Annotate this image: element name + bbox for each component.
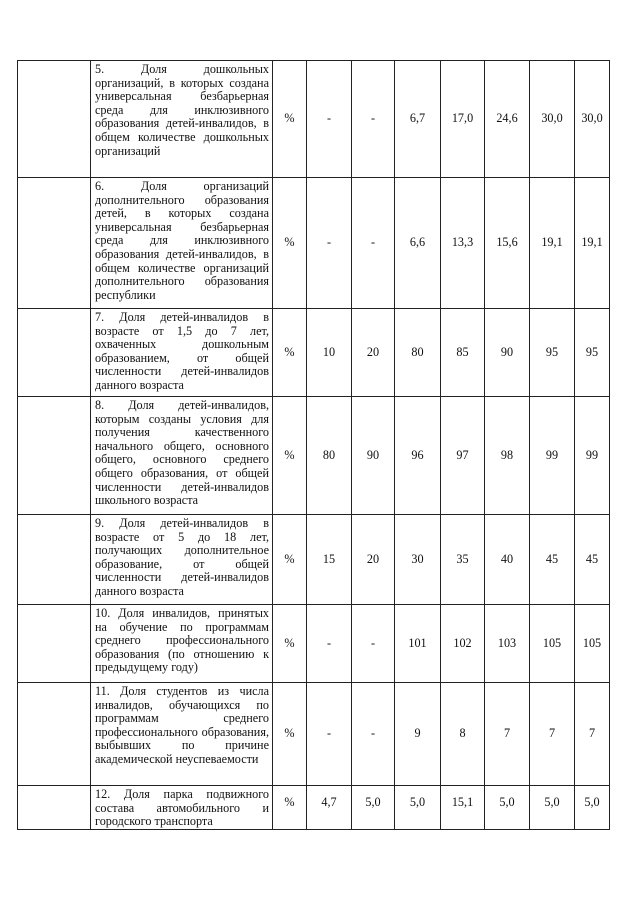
value-cell: 30 bbox=[395, 515, 441, 605]
value-cell: 95 bbox=[530, 309, 575, 397]
value-cell: 15 bbox=[307, 515, 352, 605]
value-cell: 98 bbox=[485, 397, 530, 515]
value-cell: 85 bbox=[441, 309, 485, 397]
empty-cell bbox=[18, 397, 91, 515]
unit-cell: % bbox=[273, 178, 307, 309]
indicator-name-cell: 8. Доля детей-инвалидов, которым созданы условия для получения качественного начального общего, основного общего, основного среднего общего образования, от общей численности детей-инвалидов школьного возраста bbox=[91, 397, 273, 515]
value-cell: 7 bbox=[485, 683, 530, 786]
table-row bbox=[18, 515, 610, 605]
value-cell: 30,0 bbox=[575, 61, 610, 178]
value-cell: 5,0 bbox=[395, 786, 441, 830]
empty-cell bbox=[18, 683, 91, 786]
value-cell: 90 bbox=[352, 397, 395, 515]
value-cell: 102 bbox=[441, 605, 485, 683]
value-cell: - bbox=[307, 605, 352, 683]
value-cell: 80 bbox=[307, 397, 352, 515]
value-cell: 5,0 bbox=[485, 786, 530, 830]
unit-cell: % bbox=[273, 515, 307, 605]
value-cell: 80 bbox=[395, 309, 441, 397]
indicator-name-cell: 9. Доля детей-инвалидов в возрасте от 5 до 18 лет, получающих дополнительное образование, от общей численности детей-инвалидов данного возраста bbox=[91, 515, 273, 605]
value-cell: 101 bbox=[395, 605, 441, 683]
value-cell: 5,0 bbox=[575, 786, 610, 830]
table-row bbox=[18, 786, 610, 830]
value-cell: 45 bbox=[530, 515, 575, 605]
value-cell: - bbox=[352, 61, 395, 178]
empty-cell bbox=[18, 178, 91, 309]
value-cell: 103 bbox=[485, 605, 530, 683]
indicator-name-cell: 12. Доля парка подвижного состава автомобильного и городского транспорта bbox=[91, 786, 273, 830]
value-cell: 10 bbox=[307, 309, 352, 397]
value-cell: 40 bbox=[485, 515, 530, 605]
value-cell: 19,1 bbox=[530, 178, 575, 309]
value-cell: 97 bbox=[441, 397, 485, 515]
unit-cell: % bbox=[273, 61, 307, 178]
table-row bbox=[18, 178, 610, 309]
unit-cell: % bbox=[273, 309, 307, 397]
value-cell: 20 bbox=[352, 515, 395, 605]
unit-cell: % bbox=[273, 605, 307, 683]
indicator-name-cell: 10. Доля инвалидов, принятых на обучение по программам среднего профессионального образования (по отношению к предыдущему году) bbox=[91, 605, 273, 683]
empty-cell bbox=[18, 605, 91, 683]
table-row bbox=[18, 397, 610, 515]
value-cell: - bbox=[352, 683, 395, 786]
value-cell: 35 bbox=[441, 515, 485, 605]
value-cell: 30,0 bbox=[530, 61, 575, 178]
value-cell: 6,7 bbox=[395, 61, 441, 178]
value-cell: - bbox=[352, 605, 395, 683]
value-cell: 45 bbox=[575, 515, 610, 605]
value-cell: - bbox=[307, 683, 352, 786]
value-cell: - bbox=[307, 61, 352, 178]
value-cell: 5,0 bbox=[530, 786, 575, 830]
table-row bbox=[18, 61, 610, 178]
value-cell: 105 bbox=[530, 605, 575, 683]
value-cell: 15,6 bbox=[485, 178, 530, 309]
value-cell: 95 bbox=[575, 309, 610, 397]
value-cell: 24,6 bbox=[485, 61, 530, 178]
value-cell: 13,3 bbox=[441, 178, 485, 309]
value-cell: 99 bbox=[575, 397, 610, 515]
indicator-name-cell: 11. Доля студентов из числа инвалидов, обучающихся по программам среднего профессионального образования, выбывших по причине академической неуспеваемости bbox=[91, 683, 273, 786]
value-cell: - bbox=[307, 178, 352, 309]
value-cell: 96 bbox=[395, 397, 441, 515]
value-cell: 6,6 bbox=[395, 178, 441, 309]
empty-cell bbox=[18, 309, 91, 397]
table-row bbox=[18, 309, 610, 397]
unit-cell: % bbox=[273, 786, 307, 830]
value-cell: 4,7 bbox=[307, 786, 352, 830]
unit-cell: % bbox=[273, 683, 307, 786]
value-cell: 19,1 bbox=[575, 178, 610, 309]
indicator-name-cell: 5. Доля дошкольных организаций, в которых создана универсальная безбарьерная среда для инклюзивного образования детей-инвалидов, в общем количестве дошкольных организаций bbox=[91, 61, 273, 178]
value-cell: 99 bbox=[530, 397, 575, 515]
unit-cell: % bbox=[273, 397, 307, 515]
empty-cell bbox=[18, 786, 91, 830]
value-cell: 9 bbox=[395, 683, 441, 786]
indicator-name-cell: 7. Доля детей-инвалидов в возрасте от 1,5 до 7 лет, охваченных дошкольным образованием, от общей численности детей-инвалидов данного возраста bbox=[91, 309, 273, 397]
indicator-name-cell: 6. Доля организаций дополнительного образования детей, в которых создана универсальная безбарьерная среда для инклюзивного образования детей-инвалидов, в общем количестве организаций дополнительного образования республики bbox=[91, 178, 273, 309]
indicators-table bbox=[17, 60, 610, 830]
empty-cell bbox=[18, 61, 91, 178]
value-cell: 7 bbox=[575, 683, 610, 786]
value-cell: 105 bbox=[575, 605, 610, 683]
table-row bbox=[18, 683, 610, 786]
value-cell: 20 bbox=[352, 309, 395, 397]
table-row bbox=[18, 605, 610, 683]
value-cell: - bbox=[352, 178, 395, 309]
value-cell: 17,0 bbox=[441, 61, 485, 178]
value-cell: 90 bbox=[485, 309, 530, 397]
value-cell: 5,0 bbox=[352, 786, 395, 830]
value-cell: 7 bbox=[530, 683, 575, 786]
empty-cell bbox=[18, 515, 91, 605]
value-cell: 8 bbox=[441, 683, 485, 786]
value-cell: 15,1 bbox=[441, 786, 485, 830]
table-body bbox=[18, 61, 610, 830]
